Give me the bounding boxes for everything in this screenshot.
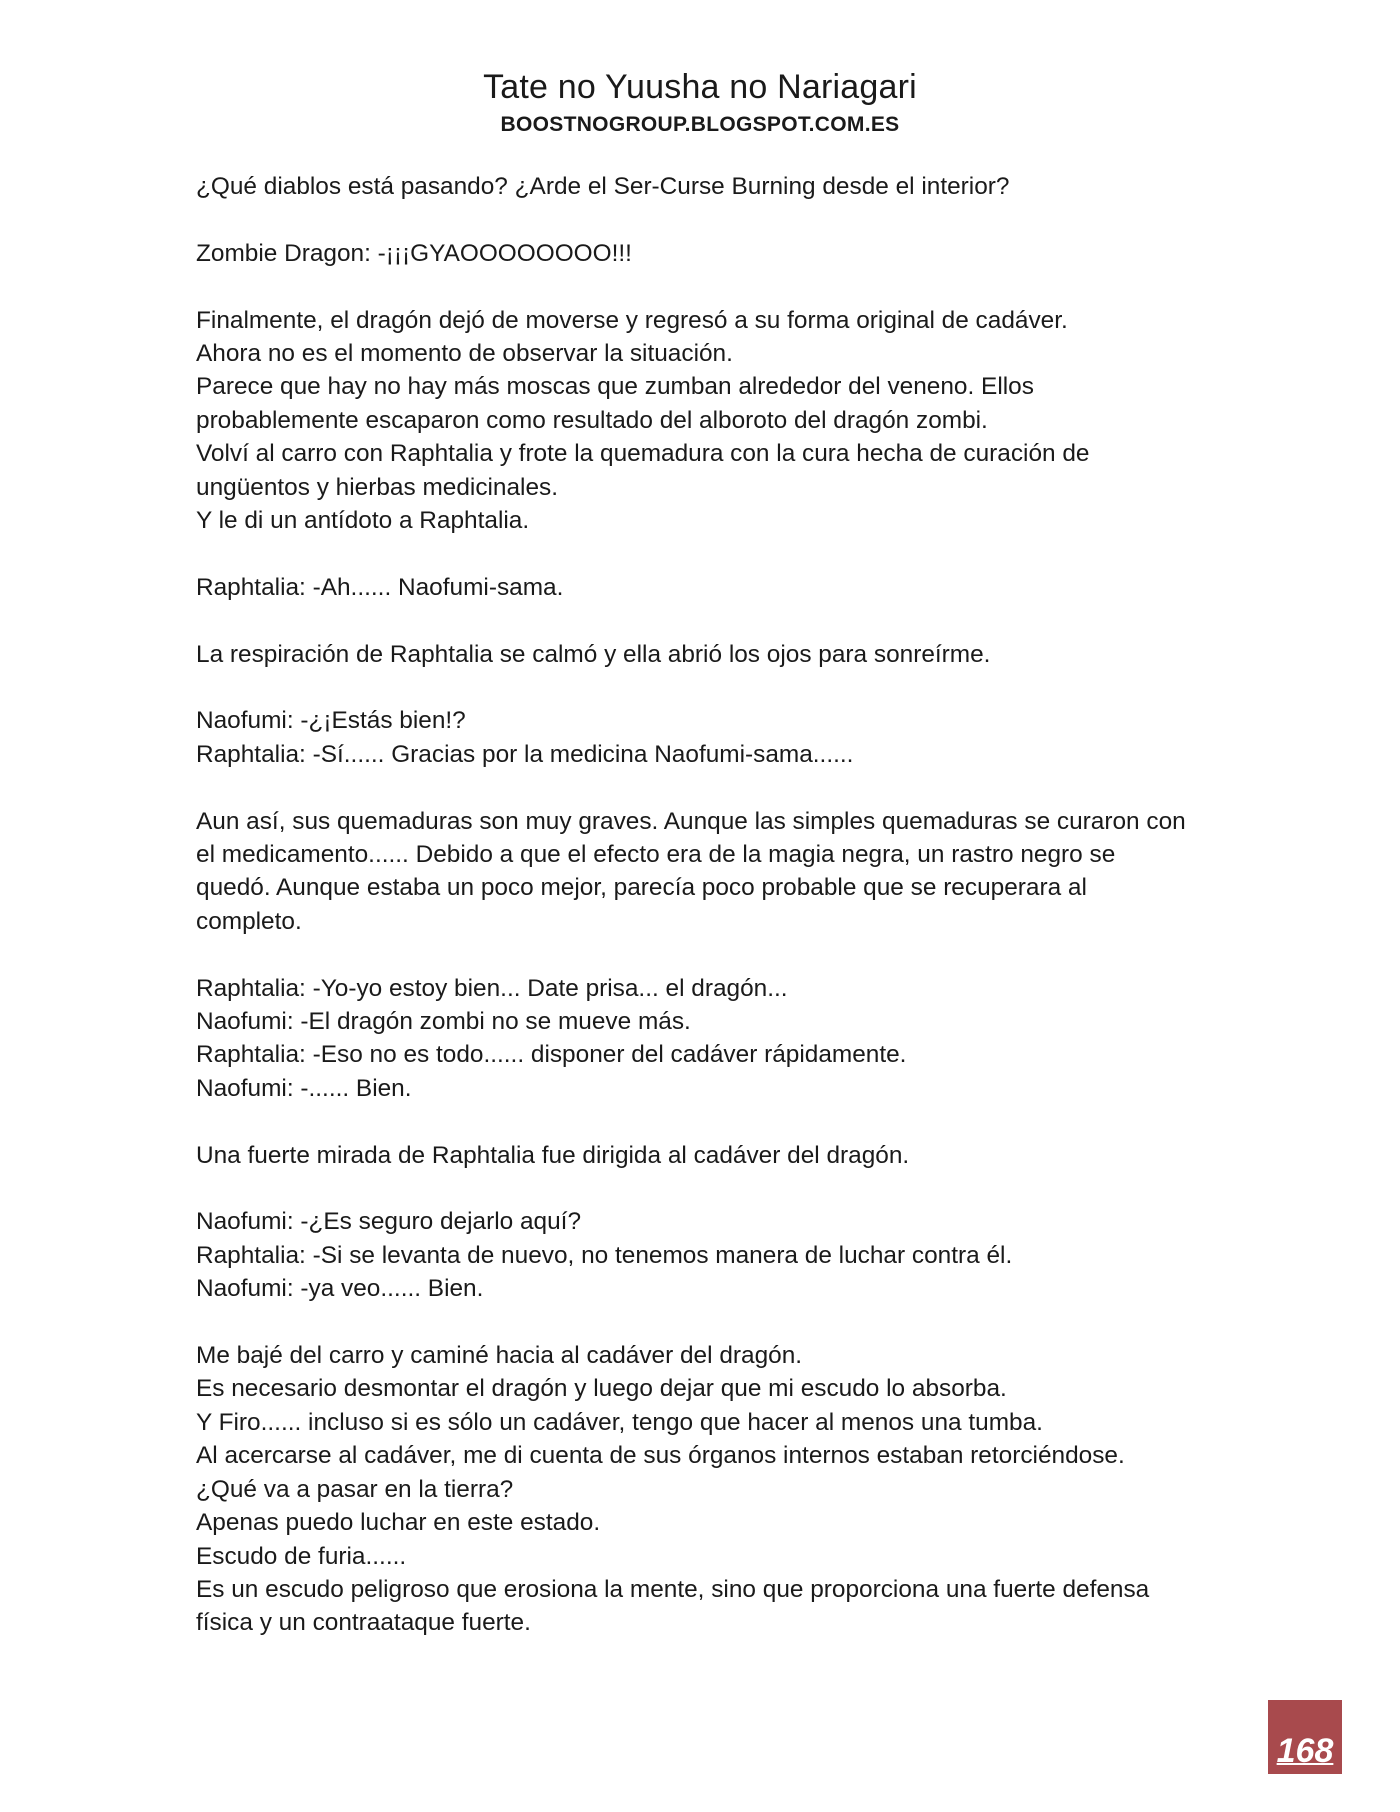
paragraph bbox=[196, 1205, 1236, 1305]
site-url: BOOSTNOGROUP.BLOGSPOT.COM.ES bbox=[500, 113, 900, 136]
paragraph bbox=[196, 805, 1236, 939]
text-line: La respiración de Raphtalia se calmó y ella abrió los ojos para sonreírme. bbox=[196, 640, 991, 668]
text-line: ¿Qué diablos está pasando? ¿Arde el Ser-Curse Burning desde el interior? bbox=[196, 173, 1010, 200]
text-line: quedó. Aunque estaba un poco mejor, parecía poco probable que se recuperara al bbox=[196, 874, 1087, 902]
text-line: Ahora no es el momento de observar la situación. bbox=[196, 340, 733, 367]
text-line: Apenas puedo luchar en este estado. bbox=[196, 1509, 601, 1537]
text-line: Raphtalia: -Si se levanta de nuevo, no tenemos manera de luchar contra él. bbox=[196, 1241, 1013, 1269]
text-line: probablemente escaparon como resultado del alboroto del dragón zombi. bbox=[196, 406, 988, 434]
paragraph bbox=[196, 170, 1236, 203]
page-number: 168 bbox=[1276, 1732, 1334, 1770]
paragraph bbox=[196, 638, 1236, 671]
text-line: completo. bbox=[196, 907, 302, 935]
text-line: física y un contraataque fuerte. bbox=[196, 1609, 531, 1637]
text-line: Escudo de furia...... bbox=[196, 1542, 407, 1570]
text-line: Naofumi: -¿Es seguro dejarlo aquí? bbox=[196, 1208, 582, 1236]
text-line: Raphtalia: -Ah...... Naofumi-sama. bbox=[196, 573, 564, 601]
paragraph bbox=[196, 571, 1236, 604]
text-line: el medicamento...... Debido a que el efecto era de la magia negra, un rastro negro se bbox=[196, 841, 1116, 869]
text-line: Y Firo...... incluso si es sólo un cadáver, tengo que hacer al menos una tumba. bbox=[196, 1408, 1043, 1436]
paragraph bbox=[196, 704, 1236, 771]
paragraph bbox=[196, 972, 1236, 1106]
text-line: Raphtalia: -Sí...... Gracias por la medicina Naofumi-sama...... bbox=[196, 740, 854, 768]
text-line: Raphtalia: -Yo-yo estoy bien... Date prisa... el dragón... bbox=[196, 974, 788, 1002]
document-title: Tate no Yuusha no Nariagari bbox=[483, 68, 917, 106]
text-line: Una fuerte mirada de Raphtalia fue dirigida al cadáver del dragón. bbox=[196, 1141, 910, 1169]
text-line: Al acercarse al cadáver, me di cuenta de sus órganos internos estaban retorciéndose. bbox=[196, 1442, 1125, 1470]
text-line: ungüentos y hierbas medicinales. bbox=[196, 473, 559, 501]
text-line: Zombie Dragon: -¡¡¡GYAOOOOOOOO!!! bbox=[196, 239, 632, 267]
text-line: Aun así, sus quemaduras son muy graves. Aunque las simples quemaduras se curaron con bbox=[196, 807, 1186, 835]
text-line: Es un escudo peligroso que erosiona la mente, sino que proporciona una fuerte defensa bbox=[196, 1575, 1150, 1603]
text-line: Raphtalia: -Eso no es todo...... disponer del cadáver rápidamente. bbox=[196, 1041, 907, 1069]
paragraph bbox=[196, 237, 1236, 270]
text-line: Y le di un antídoto a Raphtalia. bbox=[196, 507, 530, 535]
page-number-badge bbox=[1268, 1700, 1342, 1774]
text-line: Naofumi: -¿¡Estás bien!? bbox=[196, 707, 466, 735]
text-line: Naofumi: -...... Bien. bbox=[196, 1074, 412, 1102]
text-line: Finalmente, el dragón dejó de moverse y regresó a su forma original de cadáver. bbox=[196, 306, 1068, 334]
text-line: Volví al carro con Raphtalia y frote la quemadura con la cura hecha de curación de bbox=[196, 440, 1090, 468]
text-line: Es necesario desmontar el dragón y luego dejar que mi escudo lo absorba. bbox=[196, 1375, 1007, 1403]
text-line: Me bajé del carro y caminé hacia al cadáver del dragón. bbox=[196, 1342, 803, 1370]
paragraph bbox=[196, 1139, 1236, 1172]
text-line: Naofumi: -ya veo...... Bien. bbox=[196, 1275, 484, 1303]
text-line: Naofumi: -El dragón zombi no se mueve más. bbox=[196, 1008, 691, 1036]
body-text bbox=[196, 170, 1236, 1673]
paragraph bbox=[196, 304, 1236, 538]
text-line: ¿Qué va a pasar en la tierra? bbox=[196, 1475, 514, 1503]
text-line: Parece que hay no hay más moscas que zumban alrededor del veneno. Ellos bbox=[196, 373, 1034, 401]
paragraph bbox=[196, 1339, 1236, 1640]
